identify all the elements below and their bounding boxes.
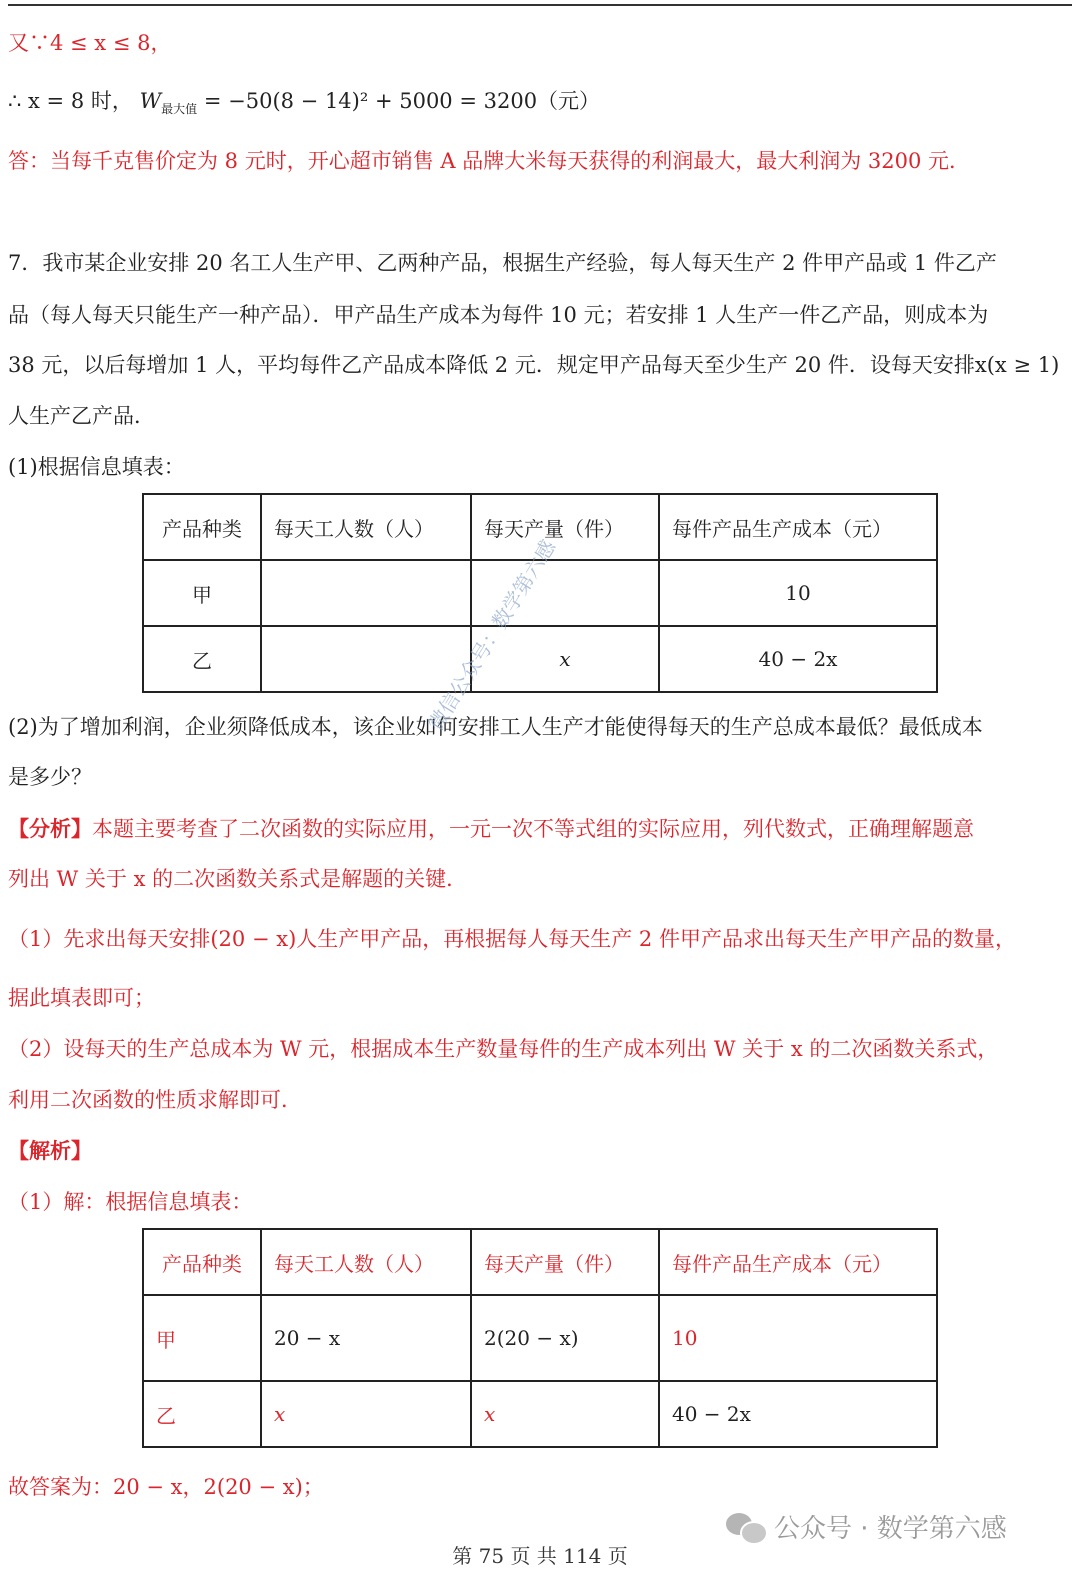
- table-cell: x: [261, 1381, 471, 1447]
- max-value-prefix: ∴ x = 8 时，: [8, 89, 133, 113]
- table-cell: 10: [659, 560, 937, 626]
- table-header-cell: 每天产量（件）: [471, 1229, 659, 1295]
- table-row: [143, 626, 937, 692]
- table-cell: 40 − 2x: [659, 1381, 937, 1447]
- table-cell: 乙: [143, 626, 261, 692]
- w-subscript: 最大值: [161, 102, 198, 117]
- question7-line3: 38 元，以后每增加 1 人，平均每件乙产品成本降低 2 元．规定甲产品每天至少生产 20 件．设每天安排x(x ≥ 1): [8, 353, 1060, 377]
- line-max-value: [8, 86, 600, 124]
- page-footer: 第 75 页 共 114 页: [452, 1544, 628, 1568]
- analysis-step2-line2: 利用二次函数的性质求解即可．: [8, 1088, 302, 1112]
- table-row: [143, 1295, 937, 1381]
- table-cell: 2(20 − x): [471, 1295, 659, 1381]
- table-cell: 乙: [143, 1381, 261, 1447]
- question-table: [142, 493, 938, 693]
- table-header-cell: 产品种类: [143, 494, 261, 560]
- watermark: 微信公众号：数学第六感: [423, 535, 561, 735]
- question7-line4: 人生产乙产品．: [8, 404, 155, 428]
- table-cell: x: [471, 1381, 659, 1447]
- table-cell: [261, 560, 471, 626]
- table-cell: 10: [659, 1295, 937, 1381]
- table-header-row: [143, 1229, 937, 1295]
- analysis-step2-line1: （2）设每天的生产总成本为 W 元，根据成本生产数量每件的生产成本列出 W 关于 x 的二次函数关系式，: [8, 1037, 999, 1061]
- solution-part1: （1）解：根据信息填表：: [8, 1190, 253, 1214]
- question7-line2: 品（每人每天只能生产一种产品）．甲产品生产成本为每件 10 元；若安排 1 人生产一件乙产品，则成本为: [8, 303, 989, 327]
- table-cell: 甲: [143, 1295, 261, 1381]
- wechat-icon: [726, 1511, 766, 1543]
- analysis-line2: 列出 W 关于 x 的二次函数关系式是解题的关键．: [8, 867, 468, 891]
- table-header-cell: 每天工人数（人）: [261, 1229, 471, 1295]
- w-symbol: W: [139, 89, 162, 113]
- question7-part2-line2: 是多少？: [8, 765, 92, 789]
- table-cell: x: [471, 626, 659, 692]
- table-header-cell: 每天工人数（人）: [261, 494, 471, 560]
- answer-line: 答：当每千克售价定为 8 元时，开心超市销售 A 品牌大米每天获得的利润最大，最大利润为 3200 元．: [8, 149, 971, 173]
- question7-part1: (1)根据信息填表：: [8, 455, 185, 479]
- brand-text: 公众号 · 数学第六感: [774, 1514, 1007, 1544]
- question7-line1: 7．我市某企业安排 20 名工人生产甲、乙两种产品，根据生产经验，每人每天生产 2 件甲产品或 1 件乙产: [8, 251, 997, 275]
- analysis-step1-line2: 据此填表即可；: [8, 986, 155, 1010]
- analysis-text: 本题主要考查了二次函数的实际应用，一元一次不等式组的实际应用，列代数式，正确理解题意: [92, 817, 974, 841]
- table-row: [143, 1381, 937, 1447]
- table-header-cell: 每天产量（件）: [471, 494, 659, 560]
- table-cell: [261, 626, 471, 692]
- analysis-line1: [8, 814, 974, 844]
- analysis-step1-line1: （1）先求出每天安排(20 − x)人生产甲产品，再根据每人每天生产 2 件甲产品求出每天生产甲产品的数量，: [8, 927, 1016, 951]
- answer-table: [142, 1228, 938, 1448]
- final-answer: 故答案为：20 − x，2(20 − x)；: [8, 1475, 324, 1499]
- table-header-cell: 产品种类: [143, 1229, 261, 1295]
- table-cell: 甲: [143, 560, 261, 626]
- table-header-cell: 每件产品生产成本（元）: [659, 494, 937, 560]
- table-cell: 20 − x: [261, 1295, 471, 1381]
- solution-tag: 【解析】: [8, 1138, 92, 1163]
- analysis-tag: 【分析】: [8, 816, 92, 841]
- table-cell: 40 − 2x: [659, 626, 937, 692]
- max-value-expression: = −50(8 − 14)² + 5000 = 3200（元）: [203, 89, 601, 113]
- table-header-cell: 每件产品生产成本（元）: [659, 1229, 937, 1295]
- question7-part2-line1: (2)为了增加利润，企业须降低成本，该企业如何安排工人生产才能使得每天的生产总成本最低？最低成本: [8, 715, 983, 739]
- top-rule: [8, 4, 1072, 6]
- line-condition: 又∵4 ≤ x ≤ 8，: [8, 31, 172, 55]
